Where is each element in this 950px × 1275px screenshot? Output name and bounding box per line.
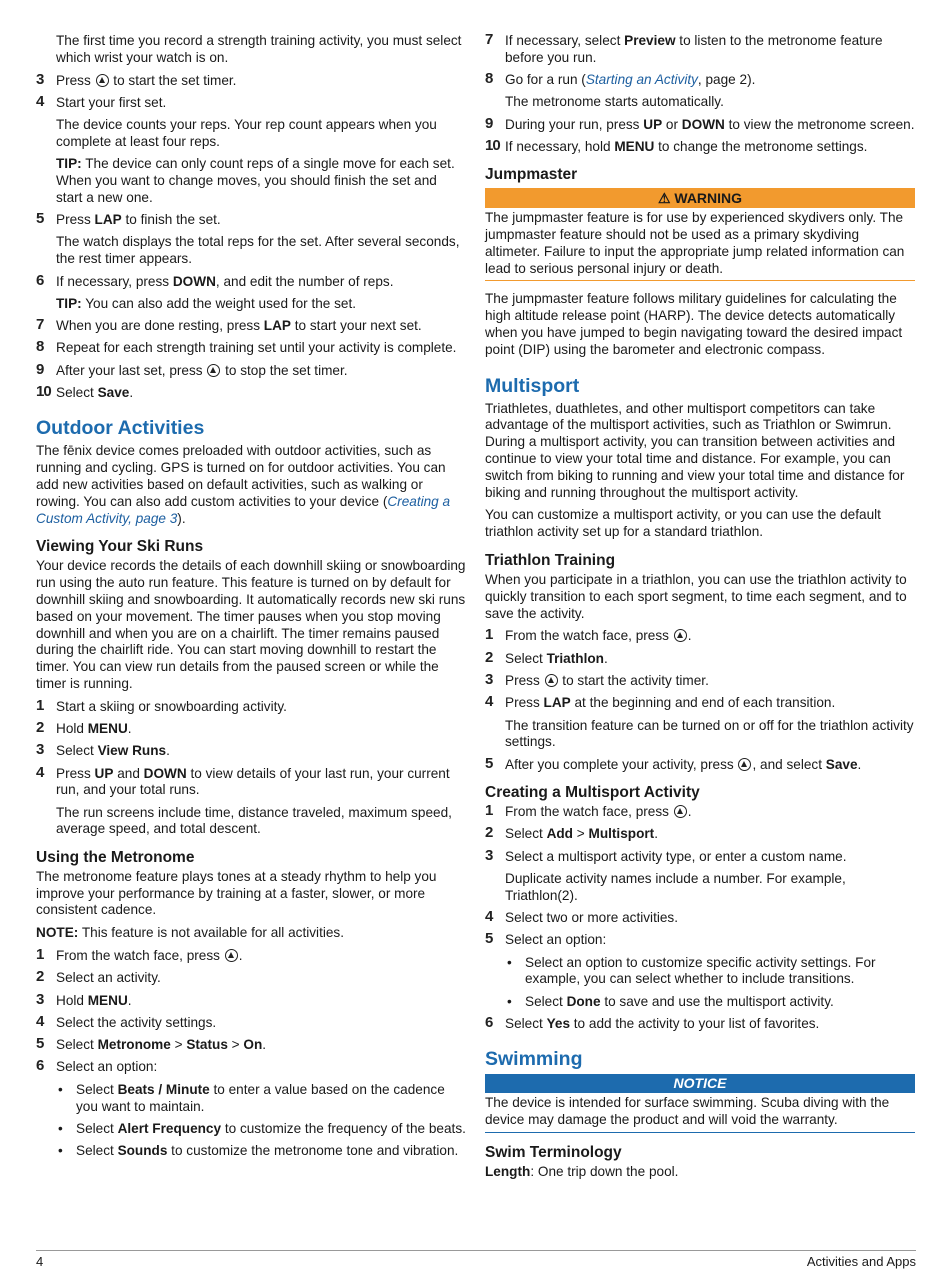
section-heading-swimming: Swimming [485,1048,583,1071]
step-5-detail: The watch displays the total reps for the set. After several seconds, the rest timer appears. [56,234,460,267]
ski-step-1: 1 Start a skiing or snowboarding activity. [36,696,287,714]
start-key-icon [674,805,687,818]
create-step-5: 5 Select an option: [485,930,607,948]
metro-step-3: 3 Hold MENU. [36,990,132,1008]
create-step-1: 1 From the watch face, press . [485,802,692,819]
heading-metronome: Using the Metronome [36,848,195,866]
metro-step-2: 2 Select an activity. [36,968,161,986]
ski-step-4: 4 Press UP and DOWN to view details of your last run, your current run, and your total runs. [36,763,450,798]
page-number: 4 [36,1254,44,1269]
create-step-3-detail: Duplicate activity names include a number. For example, Triathlon(2). [505,870,846,903]
start-key-icon [545,674,558,687]
create-step-3: 3 Select a multisport activity type, or enter a custom name. [485,846,847,864]
footer-divider [36,1250,916,1251]
footer-section-title: Activities and Apps [806,1254,916,1269]
left-column [36,33,466,1165]
metro-step-9: 9 During your run, press UP or DOWN to view the metronome screen. [485,114,915,132]
create-step-2: 2 Select Add > Multisport. [485,824,658,842]
metro-step-5: 5 Select Metronome > Status > On. [36,1035,267,1053]
notice-banner: NOTICE [485,1074,915,1093]
start-key-icon [738,758,751,771]
metro-step-4: 4 Select the activity settings. [36,1012,217,1030]
step-8: 8 Repeat for each strength training set until your activity is complete. [36,338,457,356]
tri-step-5: 5 After you complete your activity, press , and select Save. [485,754,862,772]
tri-step-1: 1 From the watch face, press . [485,626,692,644]
section-heading-outdoor: Outdoor Activities [36,417,205,440]
metro-option-sounds: • Select Sounds to customize the metronome tone and vibration. [58,1143,459,1159]
triathlon-paragraph: When you participate in a triathlon, you can use the triathlon activity to quickly transition to each sport segment, to time each segment, and to save the activity. [485,572,907,621]
step-9: 9 After your last set, press to stop the set timer. [36,360,348,378]
multisport-paragraph-2: You can customize a multisport activity, or you can use the default triathlon activity set up for a standard triathlon. [485,507,881,540]
step-10: 10 Select Save. [36,383,134,401]
metro-option-beats: • Select Beats / Minute to enter a value based on the cadence you want to maintain. [58,1081,445,1114]
heading-create-multisport: Creating a Multisport Activity [485,784,700,801]
starting-activity-link[interactable]: Starting an Activity [585,72,698,88]
custom-activity-link[interactable]: Creating a Custom Activity [36,493,451,526]
metro-step-7: 7 If necessary, select Preview to listen to the metronome feature before you run. [485,31,883,65]
metro-step-1: 1 From the watch face, press . [36,945,243,963]
ski-paragraph: Your device records the details of each downhill skiing or snowboarding run using the auto run feature. This feature is turned on by default for downhill skiing and snowboarding. It automatically records new ski runs based on your movement. The timer pauses when you stop moving downhill and when you are on a chairlift. The timer remains paused during the chairlift ride. You can start moving downhill to restart the timer. You can view run details from the paused screen or while the timer is running. [36,558,466,691]
metro-step-8: 8 Go for a run (Starting an Activity, page 2). [485,70,756,88]
intro-paragraph: The first time you record a strength training activity, you must select which wrist your watch is on. [56,33,462,65]
ski-step-4-detail: The run screens include time, distance traveled, maximum speed, average speed, and total descent. [56,804,452,837]
metro-step-10: 10 If necessary, hold MENU to change the metronome settings. [485,136,868,154]
start-key-icon [96,74,109,87]
start-key-icon [674,629,687,642]
step-3: 3 Press to start the set timer. [36,70,237,88]
length-definition: Length: One trip down the pool. [485,1163,679,1179]
ski-step-3: 3 Select View Runs. [36,741,170,759]
jumpmaster-paragraph: The jumpmaster feature follows military guidelines for calculating the high altitude release point (HARP). The device detects automatically when you have jumped to begin navigating toward the desired impact point (DIP) using the barometer and electronic compass. [485,291,903,357]
tri-step-4: 4 Press LAP at the beginning and end of each transition. [485,693,836,711]
step-7: 7 When you are done resting, press LAP to start your next set. [36,316,422,334]
multisport-paragraph-1: Triathletes, duathletes, and other multisport competitors can take advantage of the multisport activities, such as Triathlon or Swimrun. During a multisport activity, you can transition between activities and continue to view your total time and distance. For example, you can switch from biking to running and view your total time and distance for biking and running throughout the multisport activity. [485,400,905,500]
create-step-4: 4 Select two or more activities. [485,907,679,925]
warning-text: The jumpmaster feature is for use by experienced skydivers only. The jumpmaster feature should not be used as a primary skydiving altimeter. Failure to input the appropriate jump related information can lead to serious personal injury or death. [485,208,915,281]
heading-jumpmaster: Jumpmaster [485,166,578,184]
start-key-icon [207,364,220,377]
right-column [485,33,915,1181]
create-option-done: • Select Done to save and use the multisport activity. [507,993,834,1009]
create-step-6: 6 Select Yes to add the activity to your list of favorites. [485,1013,820,1031]
metronome-note: NOTE: This feature is not available for all activities. [36,925,345,941]
metro-option-alert: • Select Alert Frequency to customize the frequency of the beats. [58,1120,466,1136]
start-key-icon [225,949,238,962]
tri-step-2: 2 Select Triathlon. [485,648,608,666]
metro-step-6: 6 Select an option: [36,1057,158,1075]
section-heading-multisport: Multisport [485,374,580,397]
ski-step-2: 2 Hold MENU. [36,719,132,736]
heading-ski-runs: Viewing Your Ski Runs [36,538,204,556]
tri-step-3: 3 Press to start the activity timer. [485,671,709,689]
notice-text: The device is intended for surface swimming. Scuba diving with the device may damage the product and will void the warranty. [485,1093,915,1133]
heading-triathlon: Triathlon Training [485,552,616,570]
step-6-tip: TIP: You can also add the weight used for the set. [56,295,357,311]
step-4: 4 Start your first set. [36,92,167,110]
warning-banner: ⚠ WARNING [485,188,915,208]
outdoor-paragraph: The fēnix device comes preloaded with outdoor activities, such as running and cycling. GPS is turned on for outdoor activities. You can add new activities based on default activities, such as walking or rowing. You can also add custom activities to your device (Creating a Custom Activity, page 3). [36,443,451,526]
heading-swim-terminology: Swim Terminology [485,1143,622,1161]
step-4-detail: The device counts your reps. Your rep count appears when you complete at least four reps. [56,117,437,149]
metronome-paragraph: The metronome feature plays tones at a steady rhythm to help you improve your performance by training at a faster, slower, or more consistent cadence. [36,868,437,918]
step-6: 6 If necessary, press DOWN, and edit the number of reps. [36,271,394,289]
tri-step-4-detail: The transition feature can be turned on or off for the triathlon activity settings. [505,717,914,750]
create-option-customize: • Select an option to customize specific activity settings. For example, you can select whether to include transitions. [507,954,876,987]
step-4-tip: TIP: The device can only count reps of a single move for each set. When you want to change moves, you should finish the set and start a new one. [56,156,455,205]
custom-activity-page-link[interactable]: , page 3 [128,510,178,526]
step-5: 5 Press LAP to finish the set. [36,210,221,228]
metro-step-8-detail: The metronome starts automatically. [505,94,724,110]
